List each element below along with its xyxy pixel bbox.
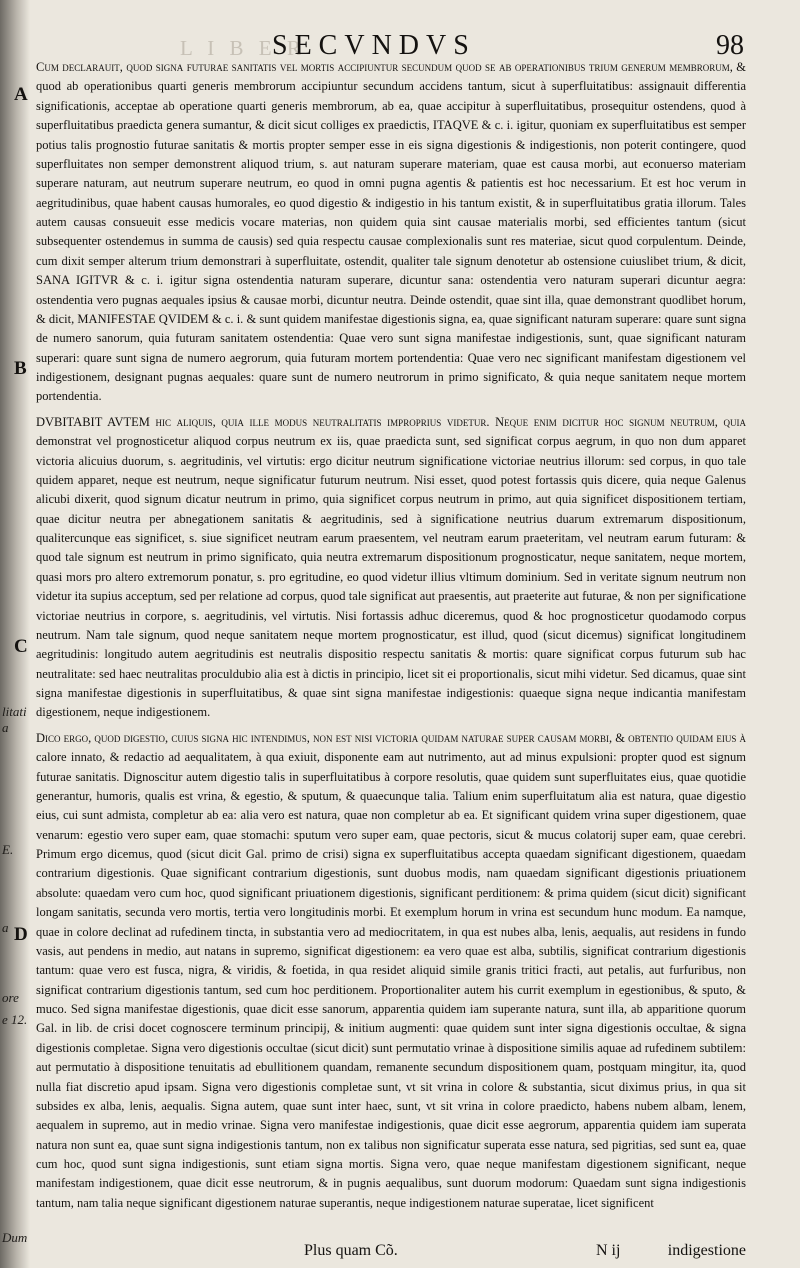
main-text-block: [36, 58, 746, 1219]
paragraph-1: Cum declarauit, quod signa futurae sanitatis vel mortis accipiuntur secundum quod se ab operationibus trium generum membrorum, & quod ab operationibus quarti generis membrorum accipiuntur secundum accidens tantum, sicut à superfluitatibus: assignauit differentia significationis, acceptae ab operatione quarti generis membrorum, ab ea, quae accipitur à superfluitatibus, prosequitur ostendens, quod à superfluitatibus praedicta genera sumantur, & dicit sicut colliges ex praedictis, ITAQVE & c. i. igitur, quoniam ex superfluitatibus est semper potius talis prognostio futurae sanitatis & mortis propter semper esse in eis signa digestionis & indigestionis, non poterit contingere, quod superfluitates non semper demonstrent aliquod trium, s. aut naturam superare materiam, quae est causa morbi, aut econuerso materiam superare naturam, aut neutrum superare neutrum, eo quod in omni pugna agentis & patientis est hoc necessarium. Et est hoc verum in aegritudinibus, quae habent causas humorales, eo quod digestio & indigestio in his tantum existit, & in superfluitatibus gratia illorum. Tales autem causas consueuit esse medicis vocare materias, non quidem quia sint causae materialis morbi, sed efficientes tantum (sicut subsequenter ostendemus in summa de causis) sed quia respectu causae complexionalis sunt res materiae, sicut quod corpulentum. Deinde, cum dixit semper alterum trium demonstrari à superfluitate, ostendit, qualiter tale signum denotetur ab ostensione cuiuslibet trium, & dicit, SANA IGITVR & c. i. igitur signa ostendentia naturam superare, dicuntur sana: ostendentia vero naturam superari dicuntur aegra: ostendentia vero pugnas aequales ipsius & causae morbi, dicuntur neutra. Deinde ostendit, quae sint illa, quae demonstrant quodlibet horum, & dicit, MANIFESTAE QVIDEM & c. i. & sunt quidem manifestae digestionis signa, ea, quae significant naturam superare: quare sunt signa de numero sanorum, quia futuram sanitatem ostendentia: Quae vero sunt signa manifestae indigestionis, sunt, quae significant naturam superari: quare sunt signa de numero aegrorum, quia futuram mortem portendentia: Quae vero nec significant manifestam digestionem vel indigestionem, designant pugnas aequales: quare sunt de numero neutrorum in primo significato, & quia neque sanitatem neque mortem portendentia.: [36, 60, 746, 404]
paragraph-2: DVBITABIT AVTEM hic aliquis, quia ille modus neutralitatis improprius videtur. Neque enim dicitur hoc signum neutrum, quia demonstrat vel prognosticetur aliquod corpus neutrum ex iis, quae praedicta sunt, sed significat corpus aegrum, in quo non dum apparet victoria alicuius duorum, s. aegritudinis, vel virtutis: ergo dicitur neutrum significatione victoriae neutrius illorum: sed corpus, in quo tale quidem apparet, neque est neutrum, neque significatur futurum neutrum. Nisi esset, quod potest fortassis quis dicere, quia neque Galenus alicubi dixerit, quod signum dicatur neutrum in primo, quia significet corpus neutrum in primo, aut quia significet dispositionem tertiam, quae dicitur neutra per abnegationem sanitatis & aegritudinis, sed à significatione neutrius duarum extremarum dispositionum, qualitercunque eas significet, s. siue significet neutram earum praesentem, vel neutram earum praeteritam, vel neutram earum futuram: & quod tale signum est neutrum in primo significato, quia neutra extremarum dispositionum prognosticatur, neque sanitatem, neque mortem, quasi mors pro altero extremorum ponatur, s. pro egritudine, eo quod videtur illius vltimum dominium. Sed in veritate signum neutrum non videtur ita supius acceptum, sed per relatione ad corpus, quod tale significat aut praesentis, aut praeterite aut futurae, & non per significatione victoriae neutrius in corpore, s. aegritudinis, vel virtutis. Nisi fortassis adhuc diceremus, quod & hoc prognosticetur quodamodo corpus neutrum. Nam tale signum, quod neque sanitatem neque mortem prognosticatur, est illud, quod (sicut dicemus) significat longitudinem aegritudinis: longitudo autem aegritudinis est neutralis dispositio respectu sanitatis & mortis: quare significat corpus futurum sub hac neutralitate: sed haec neutralitas proculdubio alia est à dictis in principio, licet sit ei proportionalis, sicut mihi videtur. Sed dicamus, quae sint signa manifestae digestionis in superfluitatibus, & quae sint signa manifestae indigestionis: quaeque signa neque indicantia manifestam digestionem, neque indigestionem.: [36, 414, 746, 720]
edge-note-3: E.: [2, 842, 14, 857]
margin-marker-c: C: [14, 636, 28, 657]
signature-mark: N ij: [596, 1242, 621, 1259]
edge-note-7: Dum: [2, 1230, 28, 1245]
catchword-left: Plus quam Cõ.: [304, 1242, 398, 1259]
edge-note-5: ore: [2, 990, 19, 1005]
edge-note-6: e 12.: [2, 1012, 28, 1027]
catchword-right: indigestione: [667, 1242, 746, 1259]
page-number: 98: [716, 30, 744, 61]
edge-note-2: a: [2, 720, 9, 735]
edge-note-4: a: [2, 920, 9, 935]
edge-note-1: litati: [2, 704, 27, 719]
margin-marker-d: D: [14, 924, 28, 945]
margin-marker-b: B: [14, 358, 27, 379]
show-through-heading: L I B E R: [180, 36, 306, 60]
binding-gutter: [0, 0, 30, 1268]
running-head: SECVNDVS: [272, 30, 476, 61]
paragraph-3: Dico ergo, quod digestio, cuius signa hic intendimus, non est nisi victoria quidam naturae super causam morbi, & obtentio quidam eius à calore innato, & redactio ad aequalitatem, à qua exiuit, disponente eam aut nutrimento, aut ad minus expulsioni: propter quod est signum futurae sanitatis. Dignoscitur autem digestio talis in superfluitatibus à corpore resolutis, quae quidem sunt superfluitates eius, quae quotidie generantur, humoris, qualis est vrina, & egestio, & sputum, & quaecunque talia. Talium enim superfluitatum alia est natura, quae digestio eius, cui sunt admista, completur ab ea: alia vero est natura, quae non completur ab ea. Et significant quidem vrina super digestionem, quae venarum: egestio vero super eam, quae stomachi: sputum vero super eam, quae pectoris, sicut & mucus colatorij super eam, quae cerebri. Primum ergo dicemus, quod (sicut dicit Gal. primo de crisi) signa ex superfluitatibus accepta quaedam significant digestionem, quaedam contrarium digestionis. Quae significant contrarium digestionis, sunt duobus modis, nam quaedam significant digestionis priuationem absolute: quaedam vero cum hoc, quod significant priuationem digestionis, significant perditionem: & prima quidem (sicut dicit) significant longam sanitatis, secunda vero mortis, tertia vero longitudinis morbi. Et exemplum horum in vrina est secundum hunc modum. Ea namque, quae in colore declinat ad rufedinem tincta, in substantia vero ad mediocritatem, in qua est nubes alba, lenis, aequalis, aut residens in fundo vasis, aut pendens in medio, aut natans in supremo, significat digestionem: ea vero quae est alba, subtilis, significat contrarium digestionis tantum: quae vero est fusca, nigra, & viridis, & foetida, in qua residet aliquid simile granis tritici fracti, aut petalis, aut furfuribus, non significat contrarium digestionis tantum, sed cum hoc perditionem. Proportionaliter autem his currit exemplum in egestionibus, & sputo, & muco. Sed signa manifestae digestionis, quae dicit esse sanorum, apparentia quidem iam superante natura, sunt illa, ab apparitione quorum Gal. in lib. de crisi docet cognoscere terminum principij, & initium augmenti: quae quidem sunt inter signa digestionis occultae, & signa digestionis completae. Signa vero digestionis occultae (sicut dicit) sunt permutatio vrinae à dispositione similis aquae ad rufedinem subtilem: aut permutatio à dispositione tenuitatis ad ebullitionem quandam, remanente secundum dispositionem quam, postquam mingitur, ita, quod nulla fiat discretio apud ipsam. Signa vero digestionis completae sunt, vt sit vrina in colore & substantia, sicut diximus prius, in qua sit subsides ex alba, lenis, aequalis. Signa autem, quae sunt inter haec, sunt, vt sit vrina in colore praedicto, habens nubem albam, lenem, aequalem in supremo, aut in medio vrinae. Signa vero manifestae indigestionis, quae dicit esse aegrorum, apparentia quidem iam superata natura non sunt ea, quae sunt signa indigestionis tantum, non ex talibus non significatur superata esse natura, sed pigritias, sed sunt ea, quae cum hoc, quod sunt signa indigestionis, sunt etiam signa mortis. Signa vero, quae neque manifestam digestionem significant, neque manifestam indigestionem, quae dicit esse neutrorum, & in pugnis aequalibus, sunt duorum modorum: Quaedam sunt signa indigestionis tantum, nam talia neque significant digestionem naturae superantis, neque indigestionem naturae superatae, licet significent: [36, 730, 746, 1210]
page-footer: [36, 1242, 746, 1266]
margin-marker-a: A: [14, 84, 28, 105]
